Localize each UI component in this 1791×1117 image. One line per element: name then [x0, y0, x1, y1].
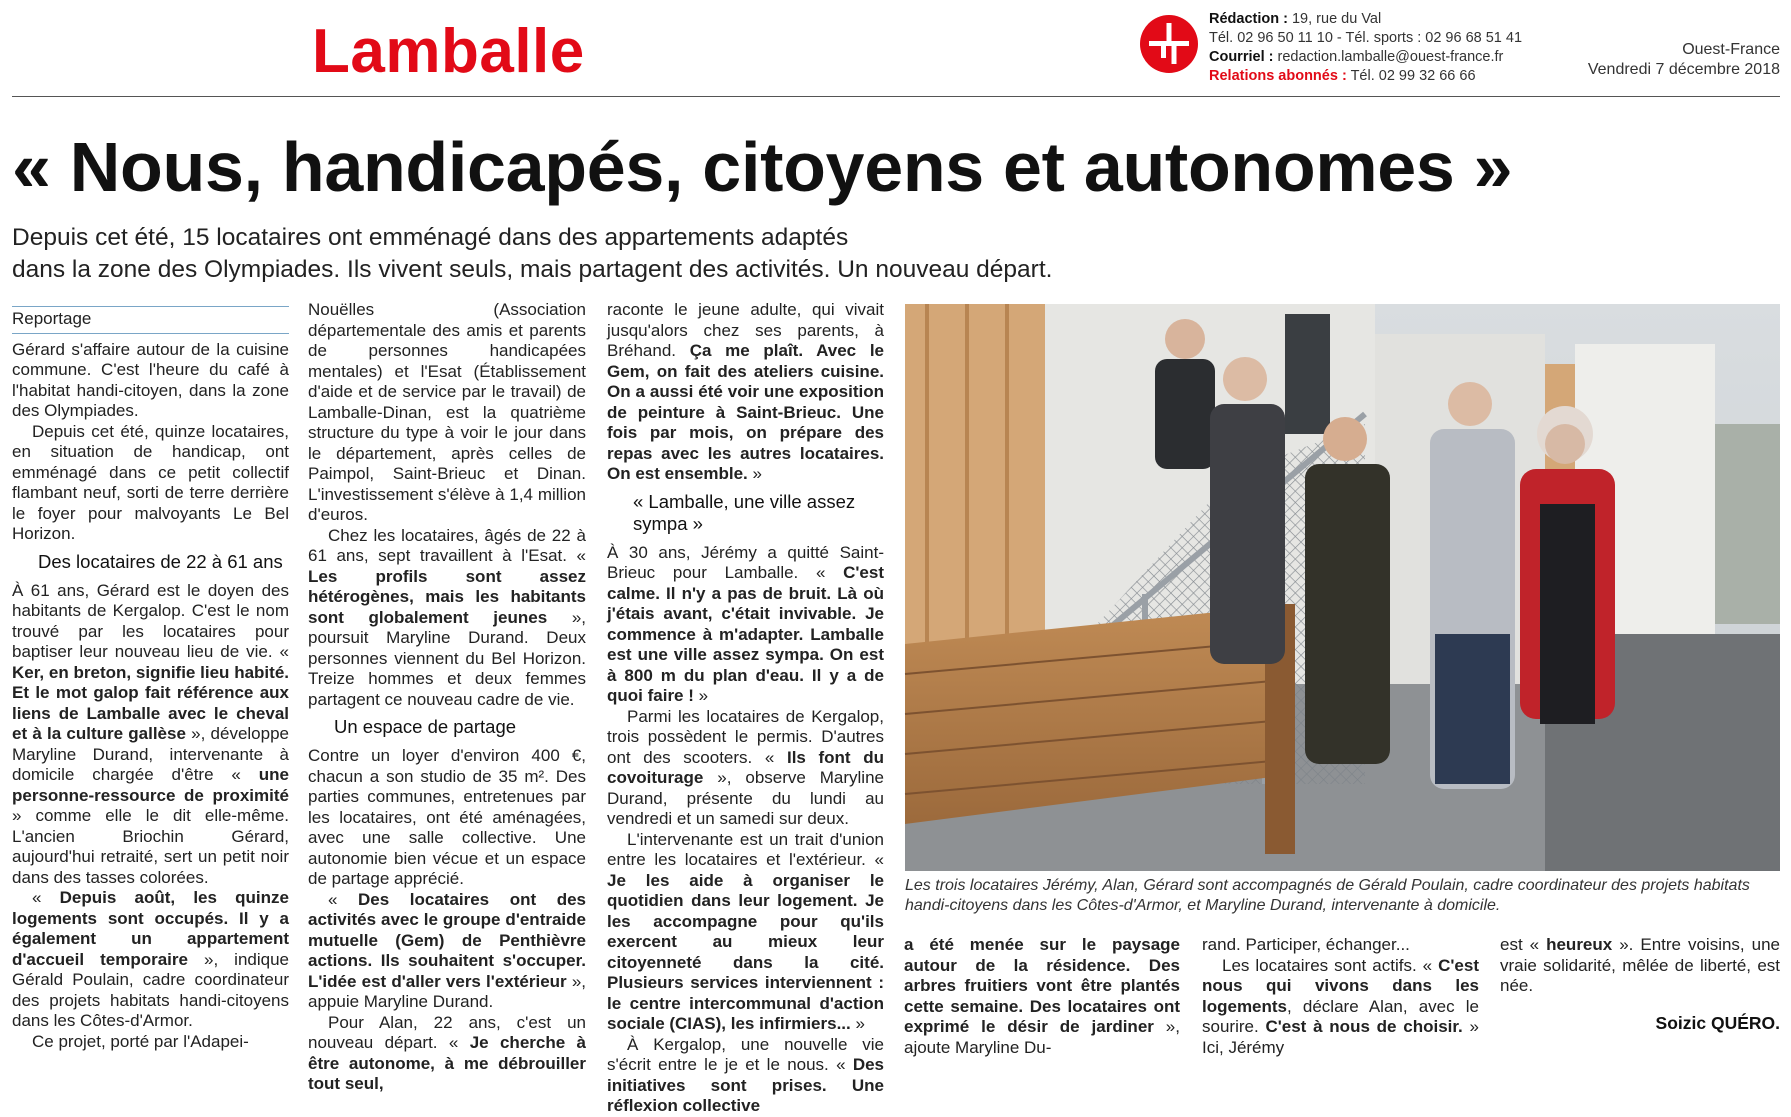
lede-line-2: dans la zone des Olympiades. Ils vivent seuls, mais partagent des activités. Un nouveau départ.	[12, 256, 1053, 283]
redaction-address: 19, rue du Val	[1291, 11, 1382, 27]
paragraph: Nouëlles (Association départementale des amis et parents de personnes handicapées mentales) et l'Esat (Établissement d'aide et de service par le travail) de Lamballe-Dinan, est la quatrième structure du type à voir le jour dans le département, après celles de Paimpol, Saint-Brieuc et Dinan. L'investissement s'élève à 1,4 million d'euros.	[308, 300, 586, 524]
redaction-label: Rédaction :	[1209, 11, 1288, 27]
lede-line-1: Depuis cet été, 15 locataires ont emménagé dans des appartements adaptés	[12, 224, 849, 251]
byline: Soizic QUÉRO.	[1655, 1013, 1780, 1033]
paragraph: À 30 ans, Jérémy a quitté Saint-Brieuc pour Lamballe. « C'est calme. Il n'y a pas de bruit. Là où j'étais avant, c'était invivable. Je commence à m'adapter. Lamballe est une ville assez sympa. On est à 800 m du plan d'eau. Il y a de quoi faire ! »	[607, 542, 884, 705]
contact-block	[1209, 10, 1522, 86]
paragraph: Parmi les locataires de Kergalop, trois possèdent le permis. D'autres ont des scooters. « Ils font du covoiturage », observe Maryline Durand, présente du lundi au vendredi et un samedi sur deux.	[607, 706, 884, 828]
article-column-2	[308, 300, 586, 1095]
page-header	[12, 0, 1780, 100]
article-column-3	[607, 300, 884, 1117]
paragraph: a été menée sur le paysage autour de la résidence. Des arbres fruitiers vont être plantés cette semaine. Des locataires ont exprimé le désir de jardiner », ajoute Maryline Du-	[904, 935, 1180, 1057]
article-photo	[905, 304, 1780, 871]
intertitle: « Lamballe, une ville assez sympa »	[633, 490, 856, 534]
paragraph: rand. Participer, échanger...	[1202, 935, 1410, 954]
paragraph: Les locataires sont actifs. « C'est nous qui vivons dans les logements, déclare Alan, avec le sourire. C'est à nous de choisir. » Ici, Jérémy	[1202, 955, 1479, 1057]
phone-line: Tél. 02 96 50 11 10 - Tél. sports : 02 96 68 51 41	[1209, 30, 1523, 46]
intertitle: Un espace de partage	[334, 716, 517, 737]
paragraph: Gérard s'affaire autour de la cuisine commune. C'est l'heure du café à l'habitat handi-citoyen, dans la zone des Olympiades.	[12, 339, 289, 420]
paragraph: Depuis cet été, quinze locataires, en situation de handicap, ont emménagé dans ce petit collectif flambant neuf, sorti de terre derrière le foyer pour malvoyants Le Bel Horizon.	[12, 421, 289, 543]
abonnes-label: Relations abonnés :	[1209, 68, 1347, 84]
courriel-address: redaction.lamballe@ouest-france.fr	[1277, 49, 1504, 65]
paragraph: est « heureux ». Entre voisins, une vraie solidarité, mêlée de liberté, est née.	[1500, 935, 1780, 995]
intertitle: Des locataires de 22 à 61 ans	[38, 550, 283, 572]
courriel-label: Courriel :	[1209, 49, 1274, 65]
article-column-4	[904, 935, 1180, 1058]
paragraph: Chez les locataires, âgés de 22 à 61 ans, sept travaillent à l'Esat. « Les profils sont assez hétérogènes, mais les habitants sont globalement jeunes », poursuit Maryline Durand. Deux personnes viennent du Bel Horizon. Treize hommes et deux femmes partagent ce nouveau cadre de vie.	[308, 525, 586, 709]
article-column-1	[12, 306, 289, 1052]
headline: « Nous, handicapés, citoyens et autonomes »	[12, 128, 1513, 206]
photo-caption: Les trois locataires Jérémy, Alan, Gérard sont accompagnés de Gérald Poulain, cadre coordinateur des projets habitats handi-citoyens dans les Côtes-d'Armor, et Maryline Durand, intervenante à domicile.	[905, 877, 1750, 914]
header-rule	[12, 96, 1780, 97]
kicker: Reportage	[12, 306, 289, 334]
publication-date: Vendredi 7 décembre 2018	[1587, 61, 1780, 78]
paragraph: Contre un loyer d'environ 400 €, chacun a son studio de 35 m². Des parties communes, entretenues par les locataires, ont été aménagées, avec une salle collective. Une autonomie bien vécue et un espace de partage apprécié.	[308, 746, 586, 888]
paragraph: Ce projet, porté par l'Adapei-	[32, 1031, 249, 1051]
town-title: Lamballe	[312, 17, 585, 86]
paragraph: raconte le jeune adulte, qui vivait jusqu'alors chez ses parents, à Bréhand. Ça me plaît. Avec le Gem, on fait des ateliers cuisine. On a aussi été voir une exposition de peinture à Saint-Brieuc. Une fois par mois, on prépare des repas avec les autres locataires. On est ensemble. »	[607, 300, 884, 483]
paragraph: « Depuis août, les quinze logements sont occupés. Il y a également un appartement d'accueil temporaire », indique Gérald Poulain, cadre coordinateur des projets habitats handi-citoyens dans les Côtes-d'Armor.	[12, 888, 290, 1030]
paragraph: « Des locataires ont des activités avec le groupe d'entraide mutuelle (Gem) de Penthièvre actions. Ils souhaitent s'occuper. L'idée est d'aller vers l'extérieur », appuie Maryline Durand.	[308, 889, 587, 1011]
paragraph: À Kergalop, une nouvelle vie s'écrit entre le je et le nous. « Des initiatives sont prises. Une réflexion collective	[607, 1034, 884, 1115]
abonnes-phone: Tél. 02 99 32 66 66	[1350, 68, 1476, 84]
paragraph: À 61 ans, Gérard est le doyen des habitants de Kergalop. C'est le nom trouvé par les locataires pour baptiser leur nouveau lieu de vie. « Ker, en breton, signifie lieu habité. Et le mot galop fait référence aux liens de Lamballe avec le cheval et à la culture gallèse », développe Maryline Durand, intervenante à domicile chargée d'être « une personne-ressource de proximité » comme elle le dit elle-même. L'ancien Briochin Gérard, aujourd'hui retraité, sert un petit noir dans des tasses colorées.	[12, 580, 289, 887]
publication-name: Ouest-France	[1682, 41, 1780, 58]
lede	[12, 222, 1112, 286]
photo-illustration	[905, 304, 1780, 871]
article-column-5	[1202, 935, 1479, 1058]
paragraph: L'intervenante est un trait d'union entre les locataires et l'extérieur. « Je les aide à organiser le quotidien dans leur logement. Je les accompagne pour qu'ils exercent au mieux leur citoyenneté dans la cité. Plusieurs services interviennent : le centre intercommunal d'action sociale (CIAS), les infirmiers... »	[607, 829, 884, 1033]
ouest-france-logo-icon	[1139, 14, 1199, 74]
article-column-6	[1500, 935, 1780, 997]
publication-info	[1588, 40, 1780, 80]
paragraph: Pour Alan, 22 ans, c'est un nouveau départ. « Je cherche à être autonome, à me débrouiller tout seul,	[308, 1012, 586, 1093]
